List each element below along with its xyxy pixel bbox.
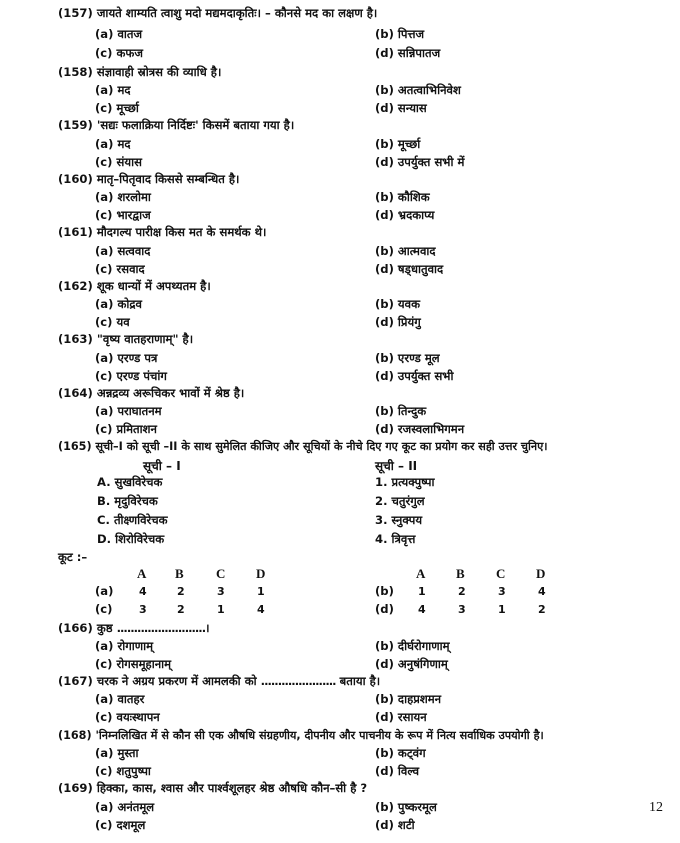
option-167-b: (b) दाहप्रशमन xyxy=(375,692,442,706)
code-header-c-right: C xyxy=(496,566,506,581)
option-167-a: (a) वातहर xyxy=(95,692,145,706)
list-2-item-3: 3. स्नुक्पय xyxy=(375,513,423,527)
option-166-c: (c) रोगसमूहानाम् xyxy=(95,657,172,671)
list-1-item-c: C. तीक्ष्णविरेचक xyxy=(97,513,168,527)
option-168-b: (b) कट्वंग xyxy=(375,746,426,760)
option-169-b: (b) पुष्करमूल xyxy=(375,800,437,814)
option-159-d: (d) उपर्युक्त सभी में xyxy=(375,155,465,169)
option-166-b: (b) दीर्घरोगाणाम् xyxy=(375,639,450,653)
list-1-item-a: A. सुखविरेचक xyxy=(97,475,163,489)
code-header-a-left: A xyxy=(137,566,147,581)
code-d-val-1: 4 xyxy=(418,603,426,616)
option-167-c: (c) वयःस्थापन xyxy=(95,710,160,724)
code-b-val-2: 2 xyxy=(458,585,466,598)
code-header-b-left: B xyxy=(175,566,184,581)
question-165: (165) सूची–I को सूची –II के साथ सुमेलित कीजिए और सूचियों के नीचे दिए गए कूट का प्रयोग कर सही उत्तर चुनिए। xyxy=(58,440,548,453)
option-169-d: (d) शटी xyxy=(375,818,415,832)
question-167-end: बताया है। xyxy=(335,674,381,688)
option-163-d: (d) उपर्युक्त सभी xyxy=(375,369,454,383)
code-a-val-3: 3 xyxy=(217,585,225,598)
option-163-b: (b) एरण्ड मूल xyxy=(375,351,440,365)
question-160: (160) मातृ–पितृवाद किससे सम्बन्धित है। xyxy=(58,172,240,186)
code-option-d-label: (d) xyxy=(375,602,394,616)
option-159-b: (b) मूर्च्छा xyxy=(375,137,421,151)
option-163-c: (c) एरण्ड पंचांग xyxy=(95,369,167,383)
option-161-b: (b) आत्मवाद xyxy=(375,244,436,258)
list-2-item-1: 1. प्रत्यक्पुष्पा xyxy=(375,475,435,489)
question-167-text: (167) चरक ने अग्रय प्रकरण में आमलकी को xyxy=(58,674,261,688)
code-c-val-3: 1 xyxy=(217,603,225,616)
question-161: (161) मौदगल्य पारीक्ष किस मत के समर्थक थे। xyxy=(58,225,267,239)
option-158-d: (d) सन्यास xyxy=(375,101,427,115)
option-158-c: (c) मूर्च्छा xyxy=(95,101,139,115)
option-168-c: (c) शतुपुष्पा xyxy=(95,764,151,778)
option-164-a: (a) पराघातनम xyxy=(95,404,162,418)
option-157-a: (a) वातज xyxy=(95,27,143,41)
code-d-val-3: 1 xyxy=(498,603,506,616)
option-163-a: (a) एरण्ड पत्र xyxy=(95,351,158,365)
option-164-d: (d) रजस्वलाभिगमन xyxy=(375,422,465,436)
code-c-val-4: 4 xyxy=(257,603,265,616)
option-160-c: (c) भारद्वाज xyxy=(95,208,151,222)
option-169-c: (c) दशमूल xyxy=(95,818,146,832)
option-166-a: (a) रोगाणाम् xyxy=(95,639,154,653)
option-166-d: (d) अनुषंगिणाम् xyxy=(375,657,448,671)
question-159: (159) 'सद्यः फलाक्रिया निर्दिष्टः' किसमें बताया गया है। xyxy=(58,118,295,132)
code-option-a-label: (a) xyxy=(95,584,114,598)
option-160-d: (d) भ्रदकाप्य xyxy=(375,208,435,222)
option-168-a: (a) मुस्ता xyxy=(95,746,139,760)
code-header-a-right: A xyxy=(416,566,426,581)
question-166-text: (166) कुष्ठ xyxy=(58,621,117,635)
question-166-blank: .......................... xyxy=(116,621,206,635)
option-161-c: (c) रसवाद xyxy=(95,262,145,276)
question-169: (169) हिक्का, कास, श्वास और पार्श्वशूलहर श्रेष्ठ औषधि कौन–सी है ? xyxy=(58,781,368,795)
list-2-item-2: 2. चतुरंगुल xyxy=(375,494,425,508)
code-option-b-label: (b) xyxy=(375,584,394,598)
option-162-a: (a) कोद्रव xyxy=(95,297,142,311)
option-162-b: (b) यवक xyxy=(375,297,421,311)
code-a-val-2: 2 xyxy=(177,585,185,598)
code-c-val-2: 2 xyxy=(177,603,185,616)
question-167-blank: ...................... xyxy=(260,674,336,688)
question-158: (158) संज्ञावाही स्रोत्रस की व्याधि है। xyxy=(58,65,222,79)
code-a-val-1: 4 xyxy=(139,585,147,598)
code-header-c-left: C xyxy=(216,566,226,581)
option-162-d: (d) प्रियंगु xyxy=(375,315,421,329)
option-167-d: (d) रसायन xyxy=(375,710,427,724)
option-160-a: (a) शरलोमा xyxy=(95,190,151,204)
question-168: (168) 'निम्नलिखित में से कौन सी एक औषधि संग्रहणीय, दीपनीय और पाचनीय के रूप में नित्य सर्वाधिक उपयोगी है। xyxy=(58,729,544,742)
code-b-val-3: 3 xyxy=(498,585,506,598)
option-161-d: (d) षड्धातुवाद xyxy=(375,262,444,276)
list-1-item-b: B. मृदुविरेचक xyxy=(97,494,158,508)
code-c-val-1: 3 xyxy=(139,603,147,616)
list-2-item-4: 4. त्रिवृत्त xyxy=(375,532,416,546)
option-162-c: (c) यव xyxy=(95,315,130,329)
code-a-val-4: 1 xyxy=(257,585,265,598)
code-header-d-left: D xyxy=(256,566,266,581)
option-159-a: (a) मद xyxy=(95,137,131,151)
option-158-a: (a) मद xyxy=(95,83,131,97)
question-166-end: । xyxy=(205,621,210,635)
question-166 xyxy=(58,621,210,636)
question-163: (163) "वृष्य वातहराणाम्" है। xyxy=(58,332,194,346)
page-number: 12 xyxy=(649,800,663,815)
option-161-a: (a) सत्ववाद xyxy=(95,244,151,258)
option-169-a: (a) अनंतमूल xyxy=(95,800,155,814)
list-2-title: सूची – II xyxy=(375,459,418,473)
option-164-c: (c) प्रमिताशन xyxy=(95,422,157,436)
option-168-d: (d) विल्व xyxy=(375,764,420,778)
question-167 xyxy=(58,674,380,689)
code-option-c-label: (c) xyxy=(95,602,113,616)
option-164-b: (b) तिन्दुक xyxy=(375,404,427,418)
code-d-val-4: 2 xyxy=(538,603,546,616)
code-d-val-2: 3 xyxy=(458,603,466,616)
list-1-item-d: D. शिरोविरेचक xyxy=(97,532,165,546)
question-162: (162) शूक धान्यों में अपथ्यतम है। xyxy=(58,279,211,293)
option-160-b: (b) कौशिक xyxy=(375,190,430,204)
question-164: (164) अन्नद्रव्य अरूचिकर भावों में श्रेष्ठ है। xyxy=(58,386,245,400)
code-b-val-1: 1 xyxy=(418,585,426,598)
option-157-c: (c) कफज xyxy=(95,46,143,60)
option-158-b: (b) अतत्वाभिनिवेश xyxy=(375,83,461,97)
code-header-b-right: B xyxy=(456,566,465,581)
option-159-c: (c) संयास xyxy=(95,155,142,169)
option-157-d: (d) सन्निपातज xyxy=(375,46,441,60)
code-b-val-4: 4 xyxy=(538,585,546,598)
list-1-title: सूची – I xyxy=(143,459,181,473)
question-157: (157) जायते शाम्यति त्वाशु मदो मद्यमदाकृतिः। – कौनसे मद का लक्षण है। xyxy=(58,6,378,20)
code-header-d-right: D xyxy=(536,566,546,581)
koot-label: कूट :– xyxy=(58,550,88,564)
option-157-b: (b) पित्तज xyxy=(375,27,425,41)
